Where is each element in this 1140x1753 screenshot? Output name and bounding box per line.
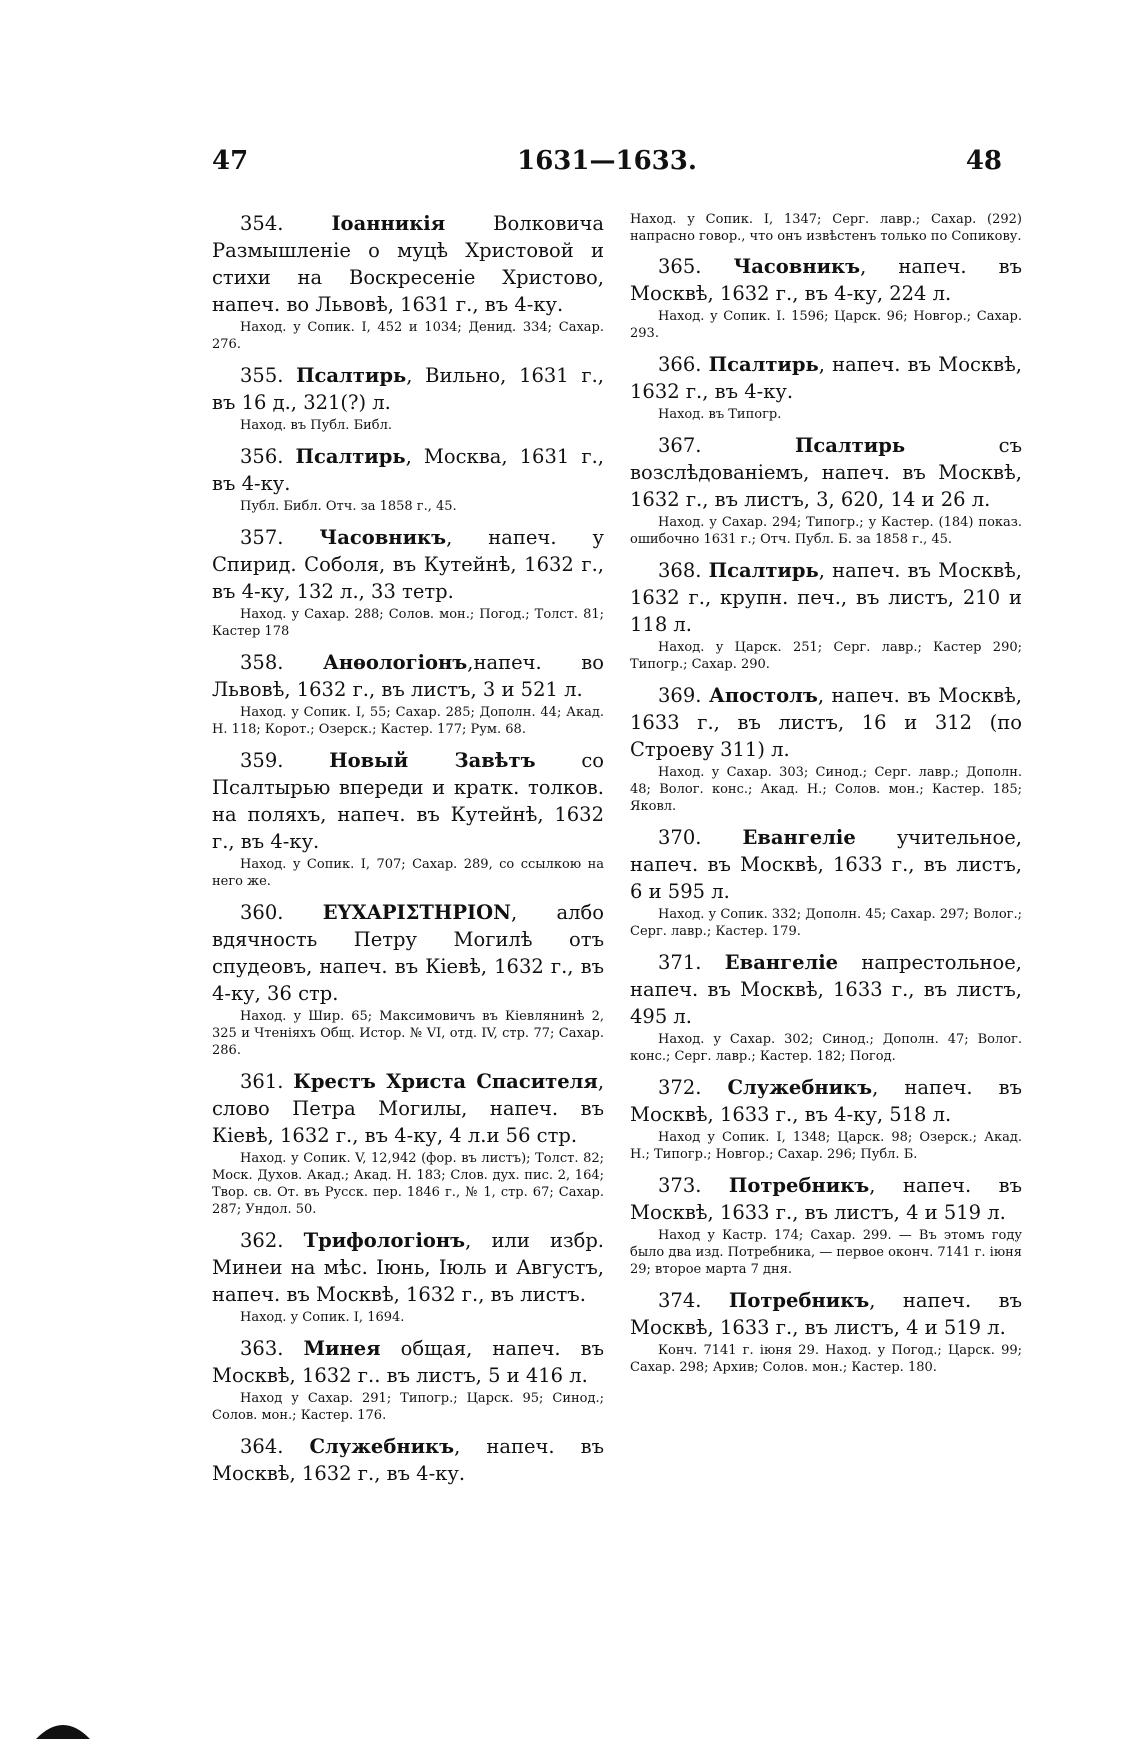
entry-description: общая, напеч. въ Москвѣ, 1632 г.. въ листъ, 5 и 416 л. (212, 1337, 604, 1387)
entry-location-note: Наход у Сахар. 291; Типогр.; Царск. 95; Синод.; Солов. мон.; Кастер. 176. (212, 1391, 604, 1423)
entry-title: Псалтирь (795, 434, 906, 457)
entry-text (212, 1068, 604, 1149)
entry-number: 363. (240, 1337, 284, 1360)
entry-description: , напеч. у Спирид. Соболя, въ Кутейнѣ, 1632 г., въ 4-ку, 132 л., 33 тетр. (212, 526, 604, 603)
entry-description: ,напеч. во Львовѣ, 1632 г., въ листъ, 3 и 521 л. (212, 651, 604, 701)
entry-title: Часовникъ (733, 255, 861, 278)
entry-number: 374. (658, 1289, 702, 1312)
entry-description: со Псалтырью впереди и кратк. толков. на поляхъ, напеч. въ Кутейнѣ, 1632 г., въ 4-ку. (212, 749, 604, 853)
entry-text (212, 210, 604, 318)
entry-title: Потребникъ (728, 1174, 870, 1197)
catalog-entry (630, 351, 1022, 423)
entry-title: Служебникъ (727, 1076, 873, 1099)
running-title-years: 1631—1633. (517, 146, 697, 176)
entry-number: 367. (658, 434, 702, 457)
page-header (212, 146, 1002, 186)
entry-title: Іоанникія (331, 212, 446, 235)
catalog-entry (212, 899, 604, 1059)
bottom-ornament-icon (34, 1717, 92, 1741)
right-column-entries (630, 253, 1022, 1376)
entry-location-note: Наход. у Сопик. I, 707; Сахар. 289, со ссылкою на него же. (212, 857, 604, 889)
catalog-entry (630, 824, 1022, 940)
entry-description: , напеч. въ Москвѣ, 1633 г., въ листъ, 4 и 519 л. (630, 1289, 1023, 1339)
entry-description: , албо вдячность Петру Могилѣ отъ спудеовъ, напеч. въ Кіевѣ, 1632 г., въ 4-ку, 36 стр. (212, 901, 605, 1005)
entry-text (212, 899, 604, 1007)
entry-text (630, 253, 1022, 307)
catalog-entry (212, 210, 604, 353)
entry-text (212, 362, 604, 416)
entry-text (212, 747, 604, 855)
entry-text (630, 351, 1022, 405)
entry-title: Псалтирь (296, 364, 407, 387)
catalog-entry (630, 682, 1022, 815)
entry-title: Потребникъ (728, 1289, 870, 1312)
entry-description: , напеч. въ Москвѣ, 1632 г., въ 4-ку. (630, 353, 1022, 403)
entry-text (630, 557, 1022, 638)
catalog-entry (630, 432, 1022, 548)
entry-location-note: Наход. у Сопик. V, 12,942 (фор. въ листъ); Толст. 82; Моск. Духов. Акад.; Акад. Н. 183; Слов. дух. пис. 2, 164; Твор. св. От. въ Русск. пер. 1846 г., № 1, стр. 67; Сахар. 287; Ундол. 50. (212, 1151, 604, 1217)
entry-title: Псалтирь (708, 559, 819, 582)
entry-description: , Вильно, 1631 г., въ 16 д., 321(?) л. (212, 364, 604, 414)
entry-number: 371. (658, 951, 702, 974)
entry-number: 359. (240, 749, 284, 772)
entry-number: 372. (658, 1076, 702, 1099)
catalog-entry (212, 362, 604, 434)
entry-location-note: Наход. у Сопик. I, 1694. (240, 1310, 405, 1325)
entry-number: 369. (658, 684, 702, 707)
entry-title: Трифологіонъ (303, 1229, 466, 1252)
entry-number: 358. (240, 651, 284, 674)
catalog-entry (212, 1227, 604, 1326)
entry-title: ΕΥΧΑΡΙΣΤΗΡΙΟΝ (322, 901, 511, 924)
entry-description: учительное, напеч. въ Москвѣ, 1633 г., въ листъ, 6 и 595 л. (630, 826, 1022, 903)
entry-title: Крестъ Христа Спасителя (293, 1070, 598, 1093)
entry-text (212, 524, 604, 605)
catalog-entry (630, 1172, 1022, 1278)
entry-title: Минея (303, 1337, 381, 1360)
entry-location-note: Наход. у Сопик. I, 452 и 1034; Денид. 334; Сахар. 276. (212, 320, 604, 352)
catalog-entry (212, 1335, 604, 1424)
entry-location-note: Наход. въ Типогр. (658, 407, 782, 422)
catalog-entry (212, 747, 604, 890)
entry-text (212, 649, 604, 703)
entry-text (630, 1287, 1022, 1341)
entry-title: Псалтирь (295, 445, 406, 468)
entry-location-note: Конч. 7141 г. іюня 29. Наход. у Погод.; Царск. 99; Сахар. 298; Архив; Солов. мон.; Кастер. 180. (630, 1343, 1022, 1375)
entry-number: 354. (240, 212, 284, 235)
catalog-entry (212, 443, 604, 515)
catalog-entry (212, 649, 604, 738)
entry-location-note: Наход. у Сопик. I, 55; Сахар. 285; Дополн. 44; Акад. Н. 118; Корот.; Озерск.; Кастер. 177; Рум. 68. (212, 705, 604, 737)
entry-number: 360. (240, 901, 284, 924)
entry-description: , напеч. въ Москвѣ, 1632 г., въ 4-ку, 224 л. (630, 255, 1022, 305)
entry-description: напрестольное, напеч. въ Москвѣ, 1633 г., въ листъ, 495 л. (630, 951, 1022, 1028)
entry-description: , напеч. въ Москвѣ, 1632 г., крупн. печ., въ листъ, 210 и 118 л. (630, 559, 1022, 636)
entry-number: 355. (240, 364, 284, 387)
catalog-entry (212, 1068, 604, 1218)
entry-text (630, 432, 1022, 513)
entry-number: 361. (240, 1070, 284, 1093)
entry-title: Апостолъ (708, 684, 818, 707)
entry-location-note: Наход. у Сахар. 302; Синод.; Дополн. 47; Волог. конс.; Серг. лавр.; Кастер. 182; Погод. (630, 1032, 1022, 1064)
entry-text (630, 824, 1022, 905)
continued-note: Наход. у Сопик. I, 1347; Серг. лавр.; Сахар. (292) напрасно говор., что онъ извѣстенъ только по Сопикову. (630, 212, 1022, 244)
entry-text (630, 1074, 1022, 1128)
entry-number: 373. (658, 1174, 702, 1197)
entry-title: Служебникъ (309, 1435, 455, 1458)
entry-number: 368. (658, 559, 702, 582)
entry-location-note: Наход. у Сопик. 332; Дополн. 45; Сахар. 297; Волог.; Серг. лавр.; Кастер. 179. (630, 907, 1022, 939)
entry-location-note: Наход у Кастр. 174; Сахар. 299. — Въ этомъ году было два изд. Потребника, — первое оконч. 7141 г. іюня 29; второе марта 7 дня. (630, 1228, 1023, 1277)
entry-location-note: Наход. у Сахар. 288; Солов. мон.; Погод.; Толст. 81; Кастер 178 (212, 607, 604, 639)
entry-location-note: Наход. въ Публ. Библ. (240, 418, 393, 433)
entry-number: 370. (658, 826, 702, 849)
entry-number: 356. (240, 445, 284, 468)
entry-number: 364. (240, 1435, 284, 1458)
catalog-entry (630, 1287, 1022, 1376)
entry-title: Новый Завѣтъ (329, 749, 536, 772)
entry-text (630, 1172, 1022, 1226)
entry-description: , напеч. въ Москвѣ, 1633 г., въ листъ, 4 и 519 л. (630, 1174, 1023, 1224)
entry-number: 365. (658, 255, 702, 278)
catalog-entry (212, 1433, 604, 1487)
entry-description: съ возслѣдованіемъ, напеч. въ Москвѣ, 1632 г., въ листъ, 3, 620, 14 и 26 л. (630, 434, 1022, 511)
left-page-number: 47 (212, 146, 249, 176)
catalog-entry (630, 253, 1022, 342)
left-column (212, 210, 604, 1496)
entry-text (212, 1227, 604, 1308)
entry-location-note: Публ. Библ. Отч. за 1858 г., 45. (240, 499, 457, 514)
entry-title: Часовникъ (319, 526, 447, 549)
entry-description: , напеч. въ Москвѣ, 1632 г., въ 4-ку. (212, 1435, 605, 1485)
entry-text (630, 949, 1022, 1030)
entry-text (212, 443, 604, 497)
entry-title: Псалтирь (708, 353, 819, 376)
catalog-entry (212, 524, 604, 640)
entry-title: Анѳологіонъ (323, 651, 468, 674)
entry-number: 366. (658, 353, 702, 376)
entry-description: , слово Петра Могилы, напеч. въ Кіевѣ, 1632 г., въ 4-ку, 4 л.и 56 стр. (212, 1070, 605, 1147)
entry-description: , напеч. въ Москвѣ, 1633 г., въ 4-ку, 518 л. (630, 1076, 1023, 1126)
entry-location-note: Наход у Сопик. I, 1348; Царск. 98; Озерск.; Акад. Н.; Типогр.; Новгор.; Сахар. 296; Публ. Б. (630, 1130, 1022, 1162)
entry-text (212, 1335, 604, 1389)
right-column (630, 210, 1022, 1385)
entry-location-note: Наход. у Сахар. 294; Типогр.; у Кастер. (184) показ. ошибочно 1631 г.; Отч. Публ. Б. за 1858 г., 45. (630, 515, 1022, 547)
entry-description: Волковича Размышленіе о муцѣ Христовой и стихи на Воскресеніе Христово, напеч. во Львовѣ, 1631 г., въ 4-ку. (212, 212, 604, 316)
catalog-entry (630, 1074, 1022, 1163)
entry-number: 357. (240, 526, 284, 549)
entry-description: , или избр. Минеи на мѣс. Іюнь, Іюль и Августъ, напеч. въ Москвѣ, 1632 г., въ листъ. (212, 1229, 605, 1306)
entry-title: Евангеліе (724, 951, 839, 974)
entry-location-note: Наход. у Царск. 251; Серг. лавр.; Кастер 290; Типогр.; Сахар. 290. (630, 640, 1022, 672)
entry-location-note: Наход. у Сахар. 303; Синод.; Серг. лавр.; Дополн. 48; Волог. конс.; Акад. Н.; Солов. мон.; Кастер. 185; Яковл. (630, 765, 1022, 814)
entry-description: , Москва, 1631 г., въ 4-ку. (212, 445, 604, 495)
entry-text (212, 1433, 604, 1487)
catalog-entry (630, 557, 1022, 673)
entry-description: , напеч. въ Москвѣ, 1633 г., въ листъ, 16 и 312 (по Строеву 311) л. (630, 684, 1022, 761)
entry-title: Евангеліе (742, 826, 856, 849)
catalog-entry (630, 949, 1022, 1065)
entry-text (630, 682, 1022, 763)
entry-location-note: Наход. у Сопик. I. 1596; Царск. 96; Новгор.; Сахар. 293. (630, 309, 1022, 341)
entry-location-note: Наход. у Шир. 65; Максимовичъ въ Кіевлянинѣ 2, 325 и Чтеніяхъ Общ. Истор. № VI, отд. IV, стр. 77; Сахар. 286. (212, 1009, 604, 1058)
right-page-number: 48 (965, 146, 1002, 176)
entry-number: 362. (240, 1229, 284, 1252)
